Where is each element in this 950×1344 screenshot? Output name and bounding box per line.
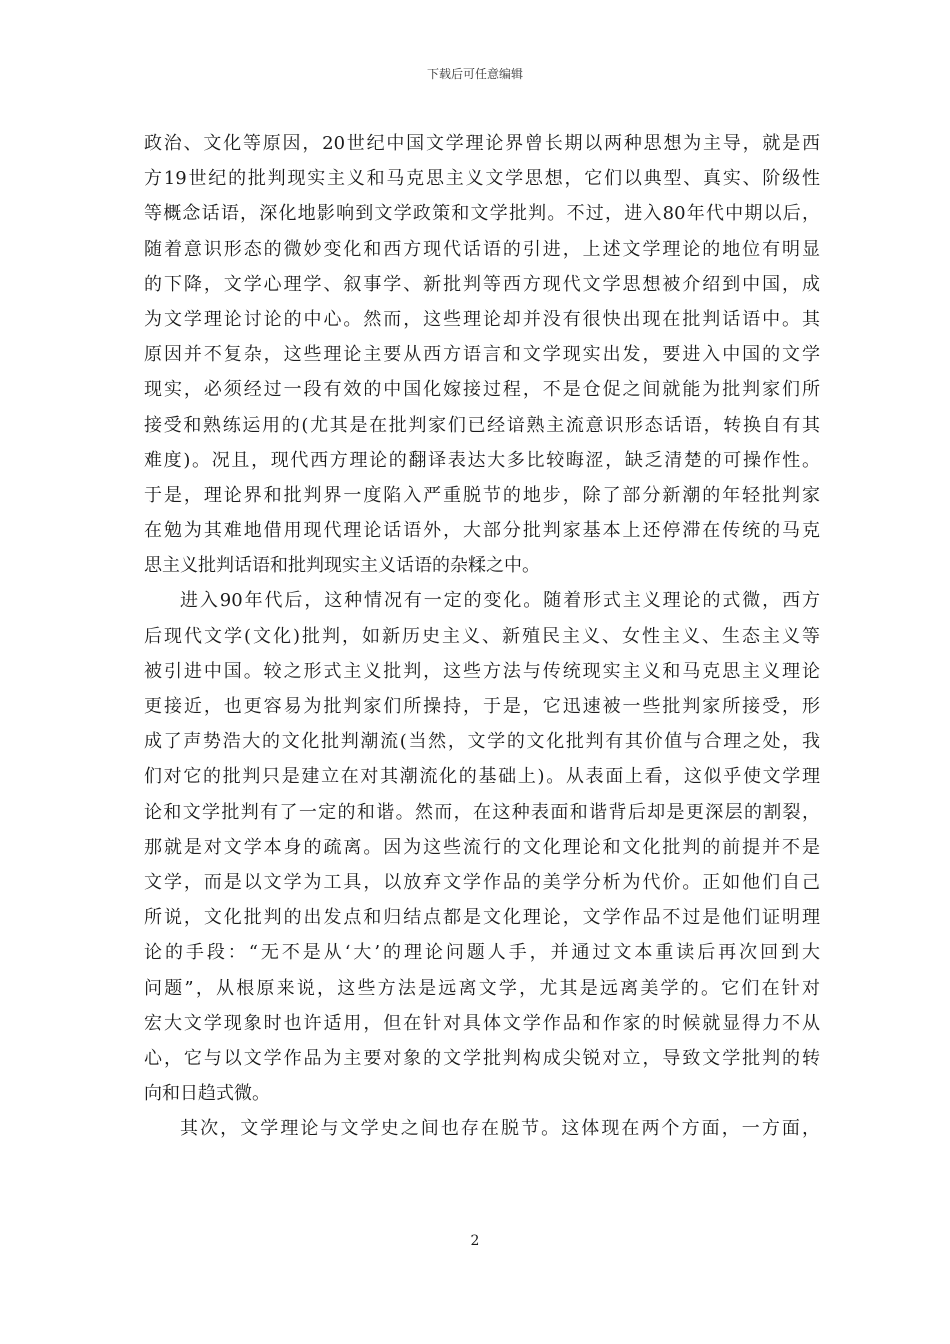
paragraph-1	[144, 126, 820, 583]
page-header: 下载后可任意编辑	[426, 67, 523, 81]
text-line: 进入90年代后，这种情况有一定的变化。随着形式主义理论的式微，西方	[180, 590, 820, 612]
page-number: 2	[470, 1233, 480, 1249]
text-line: 思主义批判话语和批判现实主义话语的杂糅之中。	[144, 555, 540, 577]
text-line: 方19世纪的批判现实主义和马克思主义文学思想，它们以典型、真实、阶级性	[144, 168, 820, 190]
text-line: 于是，理论界和批判界一度陷入严重脱节的地步，除了部分新潮的年轻批判家	[144, 484, 820, 506]
text-line: 随着意识形态的微妙变化和西方现代话语的引进，上述文学理论的地位有明显	[144, 238, 820, 260]
text-line: 们对它的批判只是建立在对其潮流化的基础上)。从表面上看，这似乎使文学理	[144, 766, 820, 788]
text-line: 等概念话语，深化地影响到文学政策和文学批判。不过，进入80年代中期以后，	[144, 203, 820, 225]
text-line: 为文学理论讨论的中心。然而，这些理论却并没有很快出现在批判话语中。其	[144, 308, 820, 330]
text-line: 原因并不复杂，这些理论主要从西方语言和文学现实出发，要进入中国的文学	[144, 344, 820, 366]
text-line: 论的手段：“无不是从‘大’的理论问题人手，并通过文本重读后再次回到大	[144, 942, 820, 964]
text-line: 其次，文学理论与文学史之间也存在脱节。这体现在两个方面，一方面，	[180, 1118, 820, 1140]
text-line: 被引进中国。较之形式主义批判，这些方法与传统现实主义和马克思主义理论	[144, 660, 820, 682]
text-line: 难度)。况且，现代西方理论的翻译表达大多比较晦涩，缺乏清楚的可操作性。	[144, 449, 820, 471]
text-line: 那就是对文学本身的疏离。因为这些流行的文化理论和文化批判的前提并不是	[144, 836, 820, 858]
text-line: 论和文学批判有了一定的和谐。然而，在这种表面和谐背后却是更深层的割裂，	[144, 801, 820, 823]
body-text	[144, 126, 820, 1146]
text-line: 宏大文学现象时也许适用，但在针对具体文学作品和作家的时候就显得力不从	[144, 1012, 820, 1034]
text-line: 的下降，文学心理学、叙事学、新批判等西方现代文学思想被介绍到中国，成	[144, 273, 820, 295]
text-line: 更接近，也更容易为批判家们所操持，于是，它迅速被一些批判家所接受，形	[144, 696, 820, 717]
text-line: 向和日趋式微。	[144, 1083, 270, 1105]
text-line: 接受和熟练运用的(尤其是在批判家们已经谙熟主流意识形态话语，转换自有其	[144, 414, 820, 436]
text-line: 所说，文化批判的出发点和归结点都是文化理论，文学作品不过是他们证明理	[144, 907, 820, 929]
paragraph-3	[144, 1111, 820, 1146]
text-line: 文学，而是以文学为工具，以放弃文学作品的美学分析为代价。正如他们自己	[144, 871, 820, 893]
text-line: 后现代文学(文化)批判，如新历史主义、新殖民主义、女性主义、生态主义等	[144, 625, 820, 647]
paragraph-2	[144, 583, 820, 1111]
text-line: 在勉为其难地借用现代理论话语外，大部分批判家基本上还停滞在传统的马克	[144, 520, 820, 542]
text-line: 成了声势浩大的文化批判潮流(当然，文学的文化批判有其价值与合理之处，我	[144, 731, 820, 753]
text-line: 心，它与以文学作品为主要对象的文学批判构成尖锐对立，导致文学批判的转	[144, 1047, 820, 1069]
text-line: 政治、文化等原因，20世纪中国文学理论界曾长期以两种思想为主导，就是西	[144, 133, 820, 154]
text-line: 问题”，从根原来说，这些方法是远离文学，尤其是远离美学的。它们在针对	[144, 977, 820, 999]
text-line: 现实，必须经过一段有效的中国化嫁接过程，不是仓促之间就能为批判家们所	[144, 379, 820, 401]
